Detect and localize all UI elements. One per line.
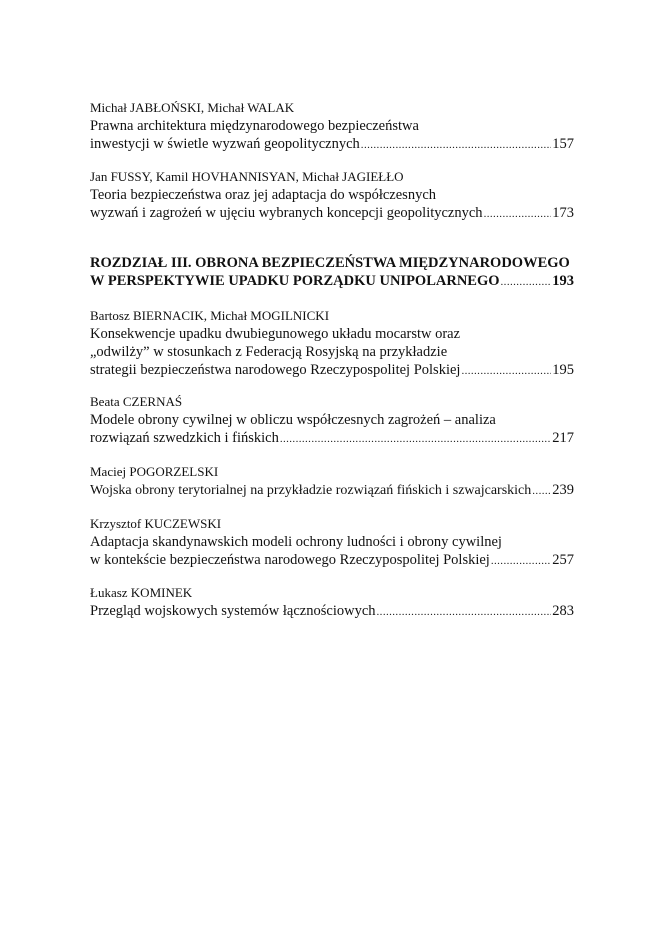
entry-authors: Jan FUSSY, Kamil HOVHANNISYAN, Michał JAGIEŁŁO xyxy=(90,169,404,184)
entry-title-line: „odwilży” w stosunkach z Federacją Rosyjską na przykładzie xyxy=(90,344,448,360)
entry-title-line: Teoria bezpieczeństwa oraz jej adaptacja do współczesnych xyxy=(90,187,437,203)
entry-title-last-line xyxy=(90,204,574,223)
entry-title-text: rozwiązań szwedzkich i fińskich xyxy=(90,430,279,446)
dot-leader xyxy=(532,482,551,500)
page-number: 173 xyxy=(552,205,574,221)
entry-title-last-line xyxy=(90,602,574,621)
entry-authors: Michał JABŁOŃSKI, Michał WALAK xyxy=(90,100,295,115)
entry-title-last-line xyxy=(90,429,574,448)
entry-authors: Łukasz KOMINEK xyxy=(90,585,193,600)
toc-entry[interactable] xyxy=(90,168,574,223)
entry-title-text: inwestycji w świetle wyzwań geopolitycznych xyxy=(90,136,360,152)
chapter-title-last-line xyxy=(90,272,574,291)
page-number: 217 xyxy=(552,430,574,446)
toc-entry[interactable] xyxy=(90,307,574,380)
entry-title-line: Adaptacja skandynawskich modeli ochrony ludności i obrony cywilnej xyxy=(90,534,502,550)
dot-leader xyxy=(461,362,551,380)
entry-title-text: strategii bezpieczeństwa narodowego Rzeczypospolitej Polskiej xyxy=(90,362,461,378)
page-number: 239 xyxy=(552,482,574,498)
dot-leader xyxy=(501,273,552,291)
entry-title-last-line xyxy=(90,551,574,570)
page-number: 193 xyxy=(552,273,574,289)
entry-title-line: Konsekwencje upadku dwubiegunowego układu mocarstw oraz xyxy=(90,326,461,342)
toc-entry[interactable] xyxy=(90,463,574,500)
entry-title-text: Przegląd wojskowych systemów łącznościowych xyxy=(90,603,376,619)
entry-authors: Maciej POGORZELSKI xyxy=(90,464,219,479)
chapter-heading[interactable] xyxy=(90,254,574,291)
dot-leader xyxy=(280,430,551,448)
dot-leader xyxy=(484,205,552,223)
entry-title-line: Modele obrony cywilnej w obliczu współczesnych zagrożeń – analiza xyxy=(90,412,496,428)
entry-authors: Beata CZERNAŚ xyxy=(90,394,183,409)
toc-entry[interactable] xyxy=(90,99,574,154)
entry-title-last-line xyxy=(90,361,574,380)
entry-title-text: wyzwań i zagrożeń w ujęciu wybranych koncepcji geopolitycznych xyxy=(90,205,483,221)
page-number: 257 xyxy=(552,552,574,568)
dot-leader xyxy=(377,603,552,621)
toc-entry[interactable] xyxy=(90,515,574,570)
entry-title-line: Prawna architektura międzynarodowego bezpieczeństwa xyxy=(90,118,419,134)
toc-entry[interactable] xyxy=(90,584,574,621)
dot-leader xyxy=(491,552,551,570)
chapter-title-text: W PERSPEKTYWIE UPADKU PORZĄDKU UNIPOLARNEGO xyxy=(90,273,500,289)
page-number: 157 xyxy=(552,136,574,152)
page-number: 283 xyxy=(552,603,574,619)
entry-title-last-line xyxy=(90,481,574,500)
page-number: 195 xyxy=(552,362,574,378)
entry-title-last-line xyxy=(90,135,574,154)
entry-authors: Bartosz BIERNACIK, Michał MOGILNICKI xyxy=(90,308,330,323)
entry-title-text: Wojska obrony terytorialnej na przykładzie rozwiązań fińskich i szwajcarskich xyxy=(90,483,532,498)
entry-authors: Krzysztof KUCZEWSKI xyxy=(90,516,222,531)
chapter-title-line: ROZDZIAŁ III. OBRONA BEZPIECZEŃSTWA MIĘDZYNARODOWEGO xyxy=(90,255,570,271)
dot-leader xyxy=(361,136,551,154)
entry-title-text: w kontekście bezpieczeństwa narodowego Rzeczypospolitej Polskiej xyxy=(90,552,490,568)
toc-entry[interactable] xyxy=(90,393,574,448)
